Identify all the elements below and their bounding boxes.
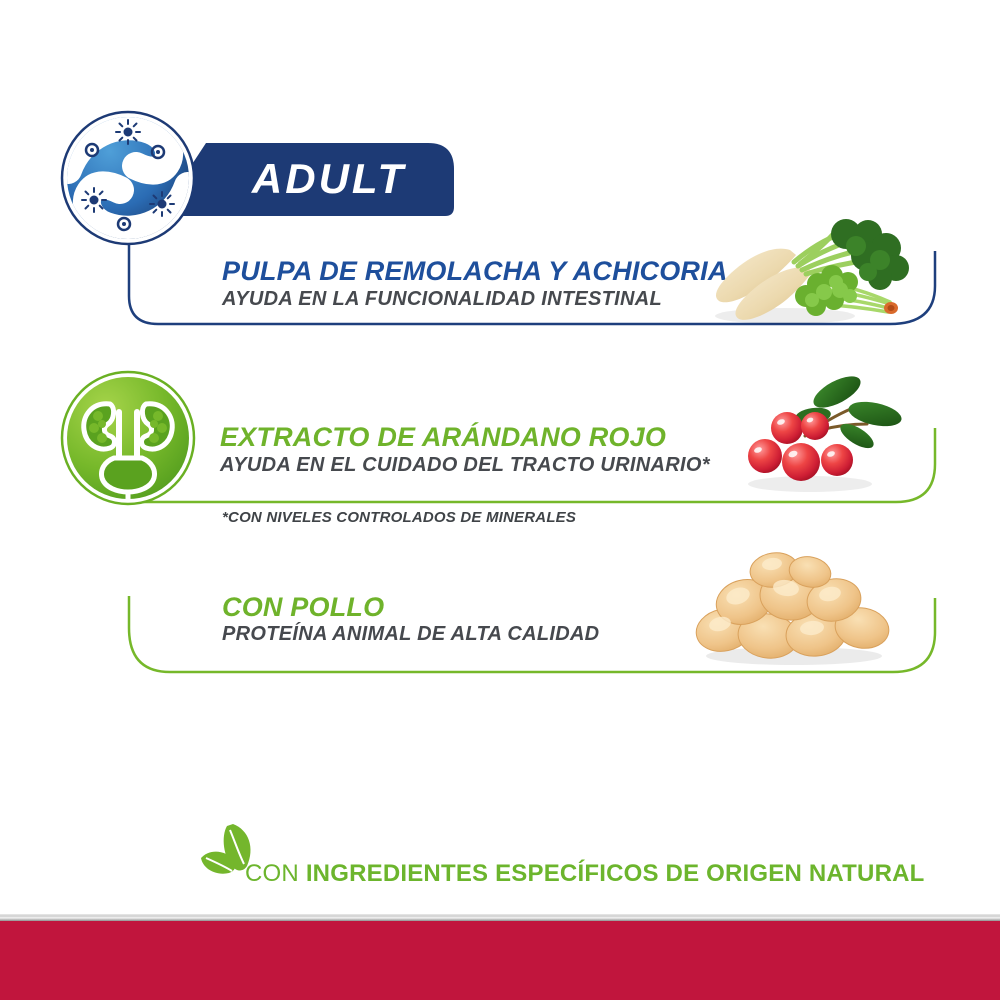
section2-subtitle: AYUDA EN EL CUIDADO DEL TRACTO URINARIO* [220, 454, 710, 476]
kidney-urinary-icon [58, 368, 198, 508]
section1-subtitle: AYUDA EN LA FUNCIONALIDAD INTESTINAL [222, 288, 663, 310]
red-footer-band [0, 921, 1000, 1000]
section2-title: EXTRACTO DE ARÁNDANO ROJO [220, 422, 667, 452]
beet-and-chicory-image [690, 212, 920, 330]
natural-ingredients-claim [245, 860, 925, 888]
section3-title: CON POLLO [222, 592, 385, 622]
chicken-pieces-image [682, 538, 912, 673]
section1-title: PULPA DE REMOLACHA Y ACHICORIA [222, 256, 728, 286]
adult-banner-label: ADULT [251, 155, 407, 202]
cranberries-image [725, 362, 925, 502]
intestine-icon [58, 108, 198, 248]
claim-prefix: CON [245, 860, 306, 887]
section2-footnote: *CON NIVELES CONTROLADOS DE MINERALES [222, 509, 577, 526]
silver-divider-stripe [0, 914, 1000, 921]
section3-subtitle: PROTEÍNA ANIMAL DE ALTA CALIDAD [222, 623, 600, 645]
claim-main: INGREDIENTES ESPECÍFICOS DE ORIGEN NATURAL [305, 860, 925, 887]
